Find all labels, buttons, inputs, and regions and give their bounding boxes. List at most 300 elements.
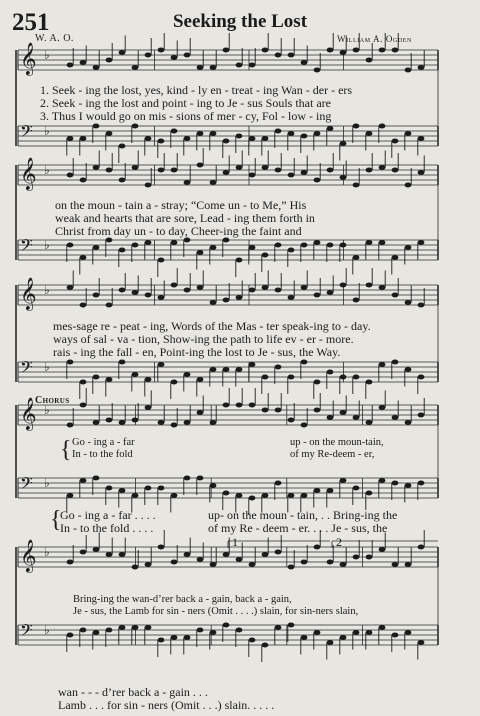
note-head (119, 488, 126, 493)
note-head (132, 372, 139, 377)
note-head (158, 295, 165, 300)
note-head (366, 168, 373, 173)
note-head (119, 144, 126, 149)
note-head (106, 486, 113, 491)
note-head (67, 243, 74, 248)
note-head (288, 248, 295, 253)
words-credit: W. A. O. (35, 33, 74, 44)
note-head (301, 243, 308, 248)
note-head (171, 423, 178, 428)
note-head (405, 300, 412, 305)
flat-icon: ♭ (44, 124, 50, 138)
note-head (340, 375, 347, 380)
note-head (67, 633, 74, 638)
note-head (197, 250, 204, 255)
note-head (197, 65, 204, 70)
flat-icon: ♭ (44, 623, 50, 637)
lyric-s3-v2: ways of sal - va - tion, Show-ing the path to life ev - er - more. (53, 332, 354, 346)
note-head (145, 293, 152, 298)
note-head (353, 375, 360, 380)
note-head (145, 240, 152, 245)
note-head (405, 131, 412, 136)
note-head (171, 129, 178, 134)
note-head (119, 625, 126, 630)
flat-icon: ♭ (44, 163, 50, 177)
flat-icon: ♭ (44, 476, 50, 490)
note-head (223, 491, 230, 496)
note-head (275, 365, 282, 370)
note-head (314, 240, 321, 245)
chorus-upper-right-1: up - on the moun-tain, (290, 437, 384, 448)
note-head (197, 557, 204, 562)
note-head (288, 623, 295, 628)
note-head (210, 420, 217, 425)
note-head (249, 136, 256, 141)
note-head (158, 545, 165, 550)
note-head (405, 562, 412, 567)
note-head (275, 53, 282, 58)
note-head (340, 478, 347, 483)
note-head (132, 165, 139, 170)
note-head (80, 380, 87, 385)
note-head (366, 420, 373, 425)
note-head (275, 243, 282, 248)
lyric-s3-v3: rais - ing the fall - en, Point-ing the lost to Je - sus, the Way. (53, 345, 341, 359)
note-head (184, 53, 191, 58)
lyric-brace: { (60, 437, 72, 463)
note-head (249, 562, 256, 567)
note-head (418, 65, 425, 70)
note-head (340, 562, 347, 567)
lyric-s2-v1: on the moun - tain a - stray; “Come un - to Me,” His (55, 198, 307, 212)
note-head (288, 131, 295, 136)
note-head (379, 625, 386, 630)
note-head (210, 300, 217, 305)
note-head (236, 367, 243, 372)
note-head (184, 420, 191, 425)
note-head (145, 625, 152, 630)
note-head (106, 58, 113, 63)
note-head (314, 178, 321, 183)
chorus-label: Chorus (35, 395, 70, 406)
note-head (80, 178, 87, 183)
chorus-lower-right-2: of my Re - deem - er. . . . Je - sus, the (208, 521, 388, 535)
note-head (340, 283, 347, 288)
note-head (93, 476, 100, 481)
note-head (184, 476, 191, 481)
note-head (314, 630, 321, 635)
note-head (366, 131, 373, 136)
note-head (145, 486, 152, 491)
note-head (119, 552, 126, 557)
note-head (418, 640, 425, 645)
note-head (171, 240, 178, 245)
note-head (379, 478, 386, 483)
note-head (184, 552, 191, 557)
note-head (93, 547, 100, 552)
note-head (93, 375, 100, 380)
note-head (405, 420, 412, 425)
note-head (405, 483, 412, 488)
note-head (145, 562, 152, 567)
note-head (210, 180, 217, 185)
note-head (132, 565, 139, 570)
note-head (301, 423, 308, 428)
note-head (366, 240, 373, 245)
note-head (327, 370, 334, 375)
note-head (301, 134, 308, 139)
note-head (314, 408, 321, 413)
note-head (379, 124, 386, 129)
note-head (418, 240, 425, 245)
note-head (275, 288, 282, 293)
note-head (249, 638, 256, 643)
note-head (353, 486, 360, 491)
note-head (171, 380, 178, 385)
lyric-s2-v2: weak and hearts that are sore, Lead - ing them forth in (55, 211, 315, 225)
note-head (80, 550, 87, 555)
chorus-upper-1: Go - ing a - far (72, 437, 135, 448)
note-head (119, 178, 126, 183)
note-head (197, 410, 204, 415)
note-head (249, 496, 256, 501)
note-head (171, 560, 178, 565)
note-head (405, 183, 412, 188)
note-head (132, 625, 139, 630)
lyric-s1-v3: 3. Thus I would go on mis - sions of mer - cy, Fol - low - ing (40, 109, 332, 123)
note-head (353, 48, 360, 53)
note-head (405, 245, 412, 250)
bass-clef-icon: 𝄢 (20, 357, 33, 381)
note-head (223, 139, 230, 144)
note-head (327, 415, 334, 420)
note-head (223, 623, 230, 628)
note-head (366, 380, 373, 385)
note-head (210, 562, 217, 567)
note-head (288, 295, 295, 300)
note-head (379, 48, 386, 53)
note-head (249, 245, 256, 250)
note-head (366, 630, 373, 635)
note-head (340, 50, 347, 55)
chorus-upper-right-2: of my Re-deem - er, (290, 449, 375, 460)
note-head (418, 375, 425, 380)
hymn-number: 251 (12, 9, 50, 36)
flat-icon: ♭ (44, 48, 50, 62)
note-head (119, 248, 126, 253)
lyric-s1-v1: 1. Seek - ing the lost, yes, kind - ly en - treat - ing Wan - der - ers (40, 83, 353, 97)
note-head (197, 476, 204, 481)
note-head (327, 560, 334, 565)
note-head (340, 175, 347, 180)
note-head (262, 643, 269, 648)
treble-clef-icon: 𝄞 (20, 277, 37, 310)
note-head (223, 552, 230, 557)
note-head (314, 293, 321, 298)
note-head (353, 630, 360, 635)
lyric-s5-lower-1: wan - - - d’rer back a - gain . . . (58, 685, 208, 699)
note-head (301, 560, 308, 565)
note-head (106, 628, 113, 633)
note-head (93, 245, 100, 250)
note-head (392, 293, 399, 298)
note-head (67, 136, 74, 141)
note-head (236, 557, 243, 562)
lyric-s5-2: Je - sus, the Lamb for sin - ners (Omit . . . .) slain, for sin-ners slain, (73, 606, 359, 617)
note-head (314, 131, 321, 136)
chorus-upper-2: In - to the fold (72, 449, 133, 460)
note-head (262, 48, 269, 53)
note-head (353, 124, 360, 129)
note-head (132, 418, 139, 423)
note-head (67, 423, 74, 428)
note-head (93, 293, 100, 298)
note-head (249, 173, 256, 178)
note-head (119, 420, 126, 425)
note-head (249, 403, 256, 408)
note-head (366, 491, 373, 496)
note-head (119, 360, 126, 365)
note-head (275, 625, 282, 630)
chorus-lower-2: In - to the fold . . . . (60, 521, 154, 535)
note-head (379, 240, 386, 245)
note-head (301, 493, 308, 498)
note-head (392, 415, 399, 420)
note-head (301, 285, 308, 290)
note-head (249, 288, 256, 293)
bass-clef-icon: 𝄢 (20, 473, 33, 497)
note-head (93, 65, 100, 70)
note-head (197, 131, 204, 136)
note-head (93, 124, 100, 129)
note-head (67, 360, 74, 365)
note-head (197, 163, 204, 168)
note-head (236, 134, 243, 139)
note-head (223, 170, 230, 175)
bass-clef-icon: 𝄢 (20, 620, 33, 644)
note-head (262, 285, 269, 290)
note-head (353, 555, 360, 560)
note-head (275, 168, 282, 173)
note-head (236, 295, 243, 300)
note-head (262, 493, 269, 498)
treble-clef-icon: 𝄞 (20, 539, 37, 572)
treble-clef-icon: 𝄞 (20, 42, 37, 75)
note-head (379, 547, 386, 552)
note-head (197, 628, 204, 633)
bass-clef-icon: 𝄢 (20, 121, 33, 145)
note-head (223, 298, 230, 303)
ending-2: 2 (336, 535, 342, 549)
note-head (288, 493, 295, 498)
note-head (132, 124, 139, 129)
note-head (184, 136, 191, 141)
note-head (327, 640, 334, 645)
flat-icon: ♭ (44, 403, 50, 417)
note-head (392, 139, 399, 144)
note-head (158, 362, 165, 367)
note-head (184, 635, 191, 640)
note-head (158, 168, 165, 173)
note-head (314, 68, 321, 73)
note-head (392, 168, 399, 173)
note-head (145, 405, 152, 410)
note-head (275, 129, 282, 134)
note-head (158, 258, 165, 263)
note-head (67, 63, 74, 68)
note-head (93, 630, 100, 635)
note-head (366, 283, 373, 288)
note-head (418, 170, 425, 175)
note-head (132, 290, 139, 295)
note-head (405, 630, 412, 635)
note-head (67, 285, 74, 290)
note-head (249, 362, 256, 367)
note-head (236, 403, 243, 408)
note-head (366, 58, 373, 63)
note-head (184, 372, 191, 377)
lyric-s1-v2: 2. Seek - ing the lost and point - ing to Je - sus Souls that are (40, 96, 331, 110)
note-head (327, 488, 334, 493)
note-head (184, 180, 191, 185)
note-head (93, 165, 100, 170)
note-head (275, 408, 282, 413)
note-head (236, 165, 243, 170)
note-head (119, 288, 126, 293)
note-head (158, 139, 165, 144)
bass-clef-icon: 𝄢 (20, 235, 33, 259)
note-head (418, 481, 425, 486)
note-head (106, 418, 113, 423)
treble-clef-icon: 𝄞 (20, 397, 37, 430)
hymn-title: Seeking the Lost (172, 11, 308, 32)
note-head (158, 48, 165, 53)
note-head (262, 552, 269, 557)
note-head (249, 63, 256, 68)
treble-clef-icon: 𝄞 (20, 157, 37, 190)
note-head (340, 410, 347, 415)
note-head (405, 367, 412, 372)
note-head (262, 136, 269, 141)
flat-icon: ♭ (44, 360, 50, 374)
note-head (106, 377, 113, 382)
note-head (106, 552, 113, 557)
note-head (171, 493, 178, 498)
note-head (340, 635, 347, 640)
lyric-s2-v3: Christ from day un - to day, Cheer-ing the faint and (55, 224, 302, 238)
note-head (80, 628, 87, 633)
note-head (158, 486, 165, 491)
note-head (80, 136, 87, 141)
note-head (132, 493, 139, 498)
lyric-s5-1: Bring-ing the wan-d’rer back a - gain, back a - gain, (73, 594, 292, 605)
note-head (262, 253, 269, 258)
note-head (106, 168, 113, 173)
note-head (171, 55, 178, 60)
note-head (314, 380, 321, 385)
note-head (418, 545, 425, 550)
note-head (340, 141, 347, 146)
note-head (67, 560, 74, 565)
note-head (288, 53, 295, 58)
note-head (223, 403, 230, 408)
note-head (158, 638, 165, 643)
note-head (80, 478, 87, 483)
note-head (379, 362, 386, 367)
note-head (379, 405, 386, 410)
note-head (236, 493, 243, 498)
note-head (392, 633, 399, 638)
note-head (392, 48, 399, 53)
note-head (418, 136, 425, 141)
note-head (379, 285, 386, 290)
note-head (106, 131, 113, 136)
note-head (158, 420, 165, 425)
note-head (106, 303, 113, 308)
note-head (262, 375, 269, 380)
lyric-brace: { (50, 507, 62, 533)
note-head (145, 53, 152, 58)
note-head (145, 136, 152, 141)
note-head (132, 243, 139, 248)
note-head (210, 483, 217, 488)
note-head (353, 183, 360, 188)
flat-icon: ♭ (44, 545, 50, 559)
note-head (223, 367, 230, 372)
lyric-s3-v1: mes-sage re - peat - ing, Words of the Mas - ter speak-ing to - day. (53, 319, 371, 333)
music-credit: William A. Ogden (336, 34, 412, 44)
note-head (288, 565, 295, 570)
note-head (327, 168, 334, 173)
note-head (132, 65, 139, 70)
note-head (93, 420, 100, 425)
note-head (275, 550, 282, 555)
note-head (119, 50, 126, 55)
note-head (379, 165, 386, 170)
flat-icon: ♭ (44, 238, 50, 252)
note-head (353, 415, 360, 420)
note-head (301, 635, 308, 640)
note-head (275, 481, 282, 486)
note-head (171, 635, 178, 640)
note-head (327, 126, 334, 131)
note-head (314, 488, 321, 493)
note-head (288, 418, 295, 423)
note-head (197, 377, 204, 382)
note-head (301, 60, 308, 65)
note-head (67, 173, 74, 178)
chorus-lower-1: Go - ing a - far . . . . (60, 508, 156, 522)
note-head (210, 367, 217, 372)
note-head (171, 168, 178, 173)
note-head (288, 375, 295, 380)
note-head (80, 303, 87, 308)
note-head (236, 258, 243, 263)
flat-icon: ♭ (44, 283, 50, 297)
note-head (327, 290, 334, 295)
note-head (262, 165, 269, 170)
note-head (392, 562, 399, 567)
note-head (145, 183, 152, 188)
note-head (210, 131, 217, 136)
note-head (262, 408, 269, 413)
chorus-lower-right-1: up- on the moun - tain, . . Bring-ing the (208, 508, 398, 522)
note-head (301, 360, 308, 365)
note-head (353, 298, 360, 303)
note-head (327, 243, 334, 248)
note-head (366, 555, 373, 560)
note-head (314, 545, 321, 550)
